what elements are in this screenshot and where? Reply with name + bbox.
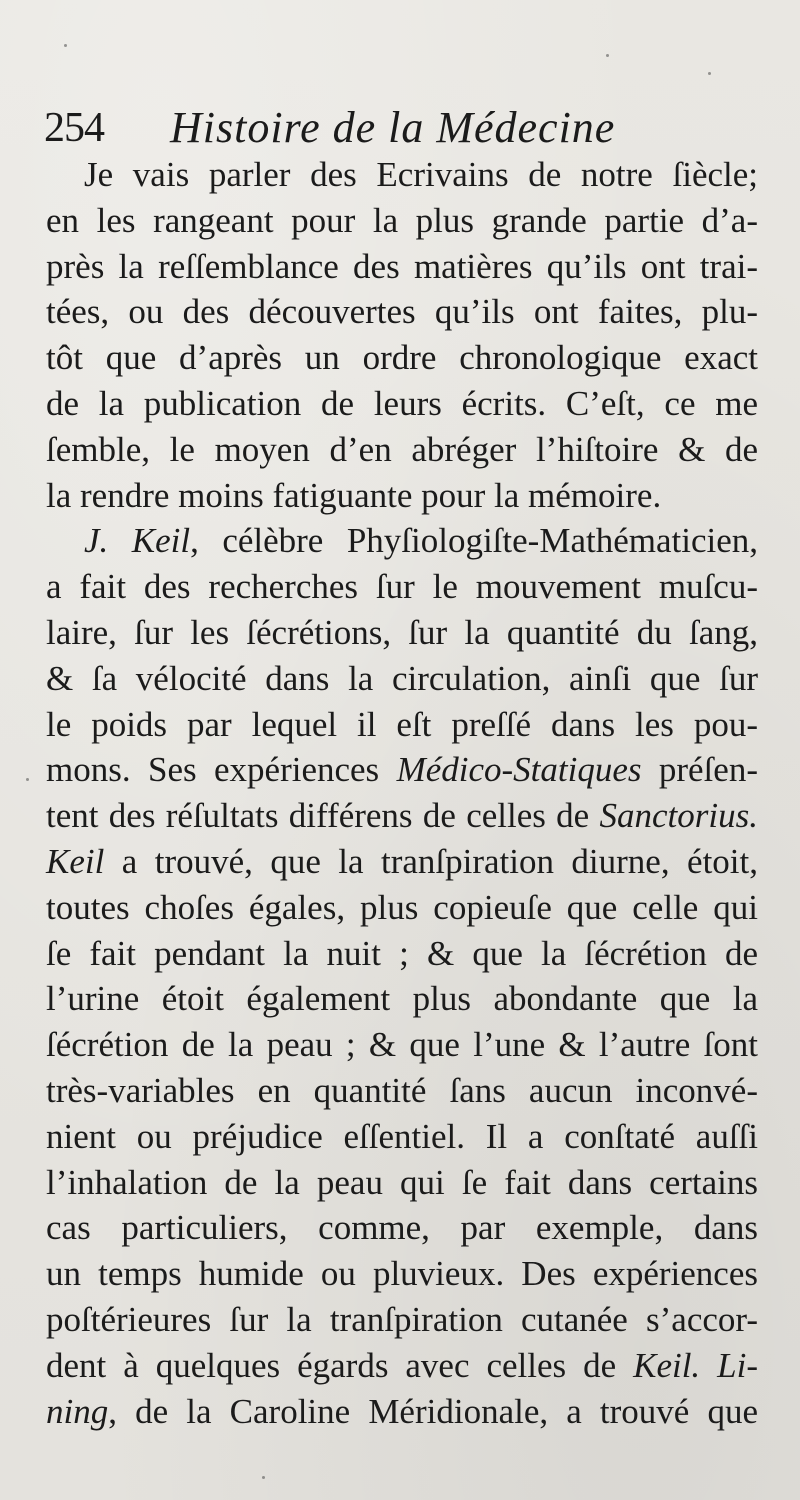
text-line xyxy=(46,839,758,885)
text-line xyxy=(46,702,758,748)
running-head xyxy=(44,98,764,154)
text-line xyxy=(46,381,758,427)
text-line xyxy=(46,473,758,519)
body-text xyxy=(46,152,758,1434)
italic-text: Keil. Li- xyxy=(633,1345,758,1385)
italic-text: Keil xyxy=(46,841,105,881)
text-line xyxy=(46,656,758,702)
text-segment: de la publication de leurs écrits. C’eſt, ce me xyxy=(46,383,758,423)
text-segment: tôt que d’après un ordre chronologique exact xyxy=(46,338,758,378)
text-segment: ſe fait pendant la nuit ; & que la ſécrétion de xyxy=(46,933,758,973)
text-segment: & ſa vélocité dans la circulation, ainſi que ſur xyxy=(46,658,758,698)
italic-text: Sanctorius. xyxy=(599,796,758,836)
text-segment: le poids par lequel il eſt preſſé dans les pou- xyxy=(46,704,758,744)
text-segment: préſen- xyxy=(641,750,758,790)
text-line xyxy=(46,335,758,381)
text-line xyxy=(46,1068,758,1114)
text-line xyxy=(46,976,758,1022)
text-line xyxy=(46,427,758,473)
text-line xyxy=(46,931,758,977)
text-segment: laire, ſur les ſécrétions, ſur la quantité du ſang, xyxy=(46,612,758,652)
text-line xyxy=(46,1389,758,1435)
paper-speck xyxy=(606,54,609,57)
text-segment: nient ou préjudice eſſentiel. Il a conſtaté auſſi xyxy=(46,1116,758,1156)
text-segment: tées, ou des découvertes qu’ils ont faites, plu- xyxy=(46,292,758,332)
text-line xyxy=(46,747,758,793)
text-segment: ſemble, le moyen d’en abréger l’hiſtoire & de xyxy=(46,429,758,469)
text-line xyxy=(46,1205,758,1251)
italic-text: ning xyxy=(46,1391,109,1431)
text-segment: a trouvé, que la tranſpiration diurne, étoit, xyxy=(104,841,758,881)
page-number: 254 xyxy=(44,105,104,151)
text-segment: , de la Caroline Méridionale, a trouvé que xyxy=(108,1391,758,1431)
text-line xyxy=(46,1343,758,1389)
text-segment: ſécrétion de la peau ; & que l’une & l’autre ſont xyxy=(46,1025,758,1065)
text-line xyxy=(46,1114,758,1160)
text-segment: tent des réſultats différens de celles de xyxy=(46,796,600,836)
text-segment: toutes choſes égales, plus copieuſe que celle qui xyxy=(46,887,758,927)
text-segment: en les rangeant pour la plus grande partie d’a- xyxy=(46,200,758,240)
text-line xyxy=(46,610,758,656)
text-line xyxy=(46,289,758,335)
text-segment: a fait des recherches ſur le mouvement muſcu- xyxy=(46,567,758,607)
text-segment: un temps humide ou pluvieux. Des expériences xyxy=(46,1254,758,1294)
text-segment: dent à quelques égards avec celles de xyxy=(46,1345,634,1385)
paper-speck xyxy=(64,44,67,47)
text-line xyxy=(46,1022,758,1068)
text-segment: poſtérieures ſur la tranſpiration cutanée s’accor- xyxy=(46,1299,758,1339)
running-title: Histoire de la Médecine xyxy=(170,103,616,152)
text-segment: la rendre moins fatiguante pour la mémoire. xyxy=(46,475,662,515)
text-line xyxy=(46,244,758,290)
text-line xyxy=(46,1160,758,1206)
text-segment: près la reſſemblance des matières qu’ils ont trai- xyxy=(46,246,758,286)
text-segment: l’urine étoit également plus abondante que la xyxy=(46,979,758,1019)
text-segment: Je vais parler des Ecrivains de notre ſiècle; xyxy=(84,155,758,194)
paper-speck xyxy=(708,72,711,75)
paper-speck xyxy=(26,778,29,781)
text-line xyxy=(46,885,758,931)
text-segment: mons. Ses expériences xyxy=(46,750,397,790)
text-line xyxy=(46,518,758,564)
text-line xyxy=(46,793,758,839)
text-line xyxy=(46,564,758,610)
italic-text: Médico-Statiques xyxy=(396,750,642,790)
text-segment: l’inhalation de la peau qui ſe fait dans certains xyxy=(46,1162,758,1202)
text-line xyxy=(46,1251,758,1297)
text-segment: cas particuliers, comme, par exemple, dans xyxy=(46,1208,758,1248)
text-line xyxy=(46,152,758,198)
paper-speck xyxy=(262,1476,265,1479)
text-segment: , célèbre Phyſiologiſte-Mathématicien, xyxy=(190,521,758,561)
text-line xyxy=(46,198,758,244)
italic-text: J. Keil xyxy=(84,521,191,561)
text-line xyxy=(46,1297,758,1343)
text-segment: très-variables en quantité ſans aucun inconvé- xyxy=(46,1070,758,1110)
